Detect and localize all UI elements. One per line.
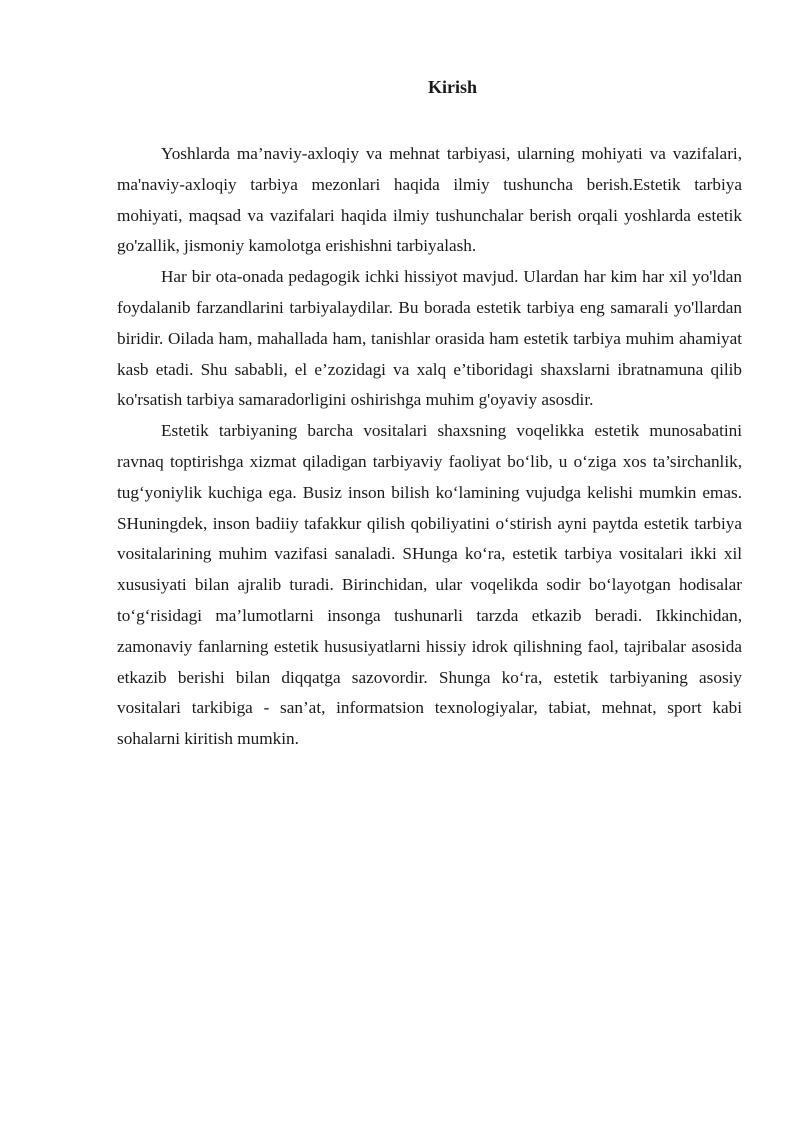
page-title: Kirish <box>427 77 477 97</box>
paragraph-3: Estetik tarbiyaning barcha vositalari shaxsning voqelikka estetik munosabatini ravnaq toptirishga xizmat qiladigan tarbiyaviy faoliyat bo‘lib, u o‘ziga xos ta’sirchanlik, tug‘yoniylik kuchiga ega. Busiz inson bilish ko‘lamining vujudga kelishi mumkin emas. SHuningdek, inson badiiy tafakkur qilish qobiliyatini o‘stirish ayni paytda estetik tarbiya vositalarining muhim vazifasi sanaladi. SHunga ko‘ra, estetik tarbiya vositalari ikki xil xususiyati bilan ajralib turadi. Birinchidan, ular voqelikda sodir bo‘layotgan hodisalar to‘g‘risidagi ma’lumotlarni insonga tushunarli tarzda etkazib beradi. Ikkinchidan, zamonaviy fanlarning estetik hususiyatlarni hissiy idrok qilishning faol, tajribalar asosida etkazib berishi bilan diqqatga sazovordir. Shunga ko‘ra, estetik tarbiyaning asosiy vositalari tarkibiga - san’at, informatsion texnologiyalar, tabiat, mehnat, sport kabi sohalarni kiritish mumkin. <box>117 421 742 749</box>
paragraph-2: Har bir ota-onada pedagogik ichki hissiyot mavjud. Ulardan har kim har xil yo'ldan foydalanib farzandlarini tarbiyalaydilar. Bu borada estetik tarbiya eng samarali yo'llardan biridir. Oilada ham, mahallada ham, tanishlar orasida ham estetik tarbiya muhim ahamiyat kasb etadi. Shu sababli, el e’zozidagi va xalq e’tiboridagi shaxslarni ibratnamuna qilib ko'rsatish tarbiya samaradorligini oshirishga muhim g'oyaviy asosdir. <box>117 267 742 410</box>
document-body <box>117 139 742 755</box>
paragraph-1: Yoshlarda ma’naviy-axloqiy va mehnat tarbiyasi, ularning mohiyati va vazifalari, ma'naviy-axloqiy tarbiya mezonlari haqida ilmiy tushuncha berish.Estetik tarbiya mohiyati, maqsad va vazifalari haqida ilmiy tushunchalar berish orqali yoshlarda estetik go'zallik, jismoniy kamolotga erishishni tarbiyalash. <box>117 144 742 256</box>
